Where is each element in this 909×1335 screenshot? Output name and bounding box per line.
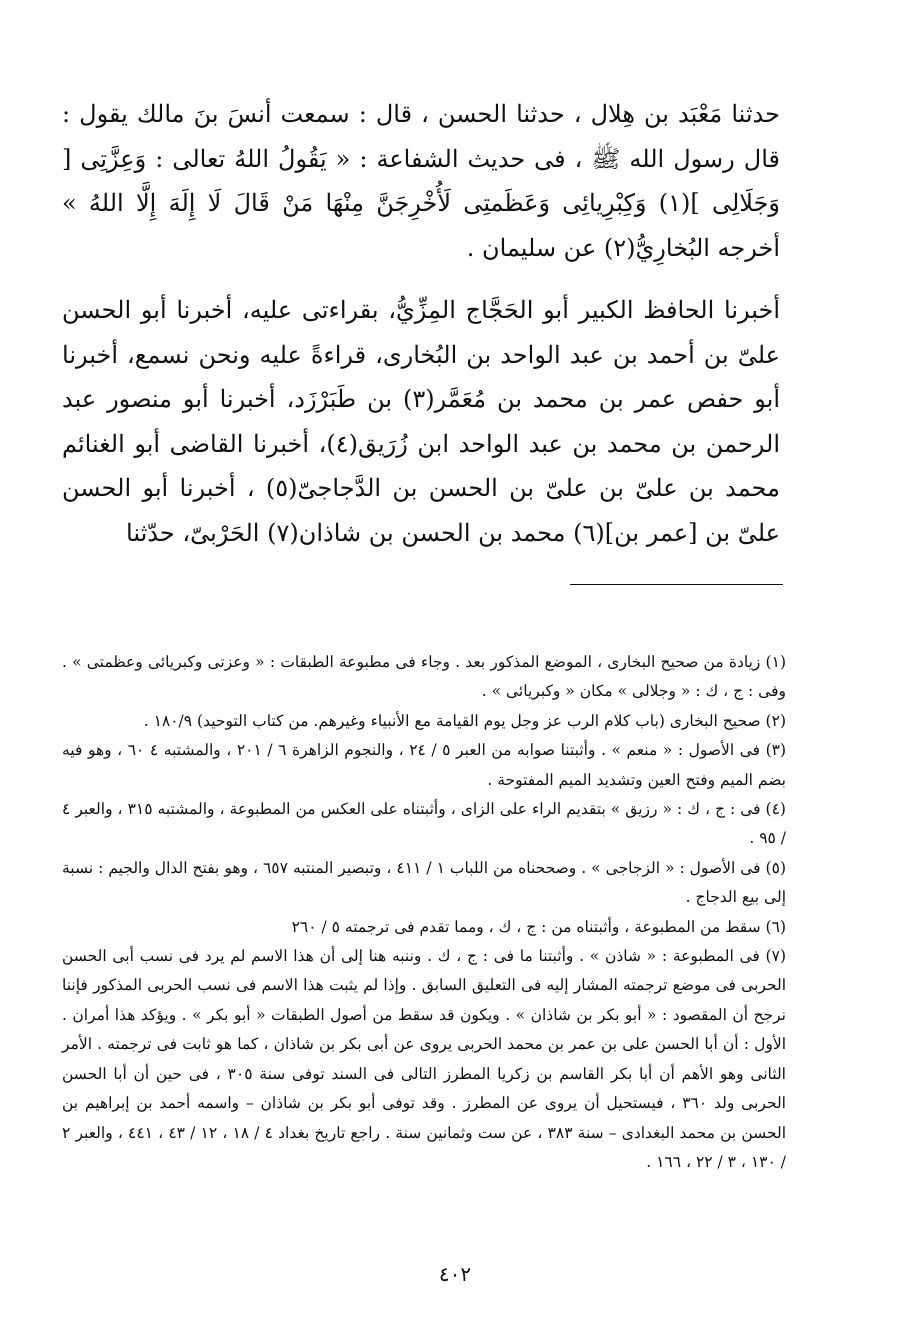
paragraph-isnad: أخبرنا الحافظ الكبير أبو الحَجَّاج المِزِّيُّ، بقراءتى عليه، أخبرنا أبو الحسن علىّ بن أحمد بن عبد الواحد بن البُخارى، قراءةً عليه ونحن نسمع، أخبرنا أبو حفص عمر بن محمد بن مُعَمَّر(٣) بن طَبَرْزَد، أخبرنا أبو منصور عبد الرحمن بن محمد بن عبد الواحد ابن زُرَيق(٤)، أخبرنا القاضى أبو الغنائم محمد بن علىّ بن علىّ بن الحسن بن الدَّجاجىّ(٥) ، أخبرنا أبو الحسن علىّ بن [عمر بن](٦) محمد بن الحسن بن شاذان(٧) الحَرْبىّ، حدّثنا	[62, 296, 780, 547]
footnote-5: (٥) فى الأصول : « الزجاجى » . وصححناه من اللباب ١ / ٤١١ ، وتبصير المنتبه ٦٥٧ ، وهو بفتح الدال والجيم : نسبة إلى بيع الدجاج .	[62, 858, 786, 907]
page-number: ٤٠٢	[438, 1262, 472, 1286]
footnote-2: (٢) صحيح البخارى (باب كلام الرب عز وجل يوم القيامة مع الأنبياء وغيرهم. من كتاب التوحيد) ١٨٠/٩ .	[143, 711, 786, 730]
footnote-3: (٣) فى الأصول : « منعم » . وأثبتنا صوابه من العبر ٥ / ٢٤ ، والنجوم الزاهرة ٦ / ٢٠١ ، والمشتبه ٤ ٦٠ ، وهو فيه بضم الميم وفتح العين وتشديد الميم المفتوحة .	[62, 741, 787, 789]
footnote-7: (٧) فى المطبوعة : « شاذن » . وأثبتنا ما فى : ج ، ك . وننبه هنا إلى أن هذا الاسم لم يرد فى نسب أبى الحسن الحربى فى موضع ترجمته المشار إليه فى التعليق السابق . وإذا لم يثبت هذا الاسم فى نسب الحربى المذكور فإننا نرجح أن المقصود : « أبو بكر بن شاذان » . ويكون قد سقط من أصول الطبقات « أبو بكر » . ويؤكد هذا أمران . الأول : أن أبا الحسن على بن عمر بن محمد الحربى يروى عن أبى بكر بن شاذان ، كما هو ثابت فى ترجمته . الأمر الثانى وهو الأهم أن أبا بكر القاسم بن زكريا المطرز التالى فى السند توفى سنة ٣٠٥ ، فى حين أن أبا الحسن الحربى ولد ٣٦٠ ، فيستحيل أن يروى عن المطرز . وقد توفى أبو بكر بن شاذان – واسمه أحمد بن إبراهيم بن الحسن بن محمد البغدادى – سنة ٣٨٣ ، عن ست وثمانين سنة . راجع تاريخ بغداد ٤ / ١٨ ، ١٢ / ٤٣ ، ٤٤١ ، والعبر ٢ / ١٣٠ ، ٣ / ٢٢ ، ١٦٦ .	[62, 947, 787, 1171]
footnote-4: (٤) فى : ج ، ك : « رزيق » بتقديم الراء على الزاى ، وأثبتناه على العكس من المطبوعة ، والمشتبه ٣١٥ ، والعبر ٤ / ٩٥ .	[62, 800, 786, 848]
main-text	[62, 92, 780, 555]
footnotes	[62, 648, 786, 1177]
footnote-1: (١) زيادة من صحيح البخارى ، الموضع المذكور بعد . وجاء فى مطبوعة الطبقات : « وعزتى وكبريائى وعظمتى » . وفى : ج ، ك : « وجلالى » مكان « وكبريائى » .	[62, 653, 786, 701]
footnote-6: (٦) سقط من المطبوعة ، وأثبتناه من : ج ، ك ، ومما تقدم فى ترجمته ٥ / ٢٦٠	[291, 917, 786, 936]
footnote-separator	[570, 584, 783, 585]
paragraph-hadith: حدثنا مَعْبَد بن هِلال ، حدثنا الحسن ، قال : سمعت أنسَ بنَ مالك يقول : قال رسول الله ﷺ ، فى حديث الشفاعة : « يَقُولُ اللهُ تعالى : وَعِزَّتِى [ وَجَلَالِى ](١) وَكِبْرِيائِى وَعَظَمتِى لَأُخْرِجَنَّ مِنْهَا مَنْ قَالَ لَا إِلَهَ إِلَّا اللهُ » أخرجه البُخارِيُّ(٢) عن سليمان .	[62, 100, 781, 262]
